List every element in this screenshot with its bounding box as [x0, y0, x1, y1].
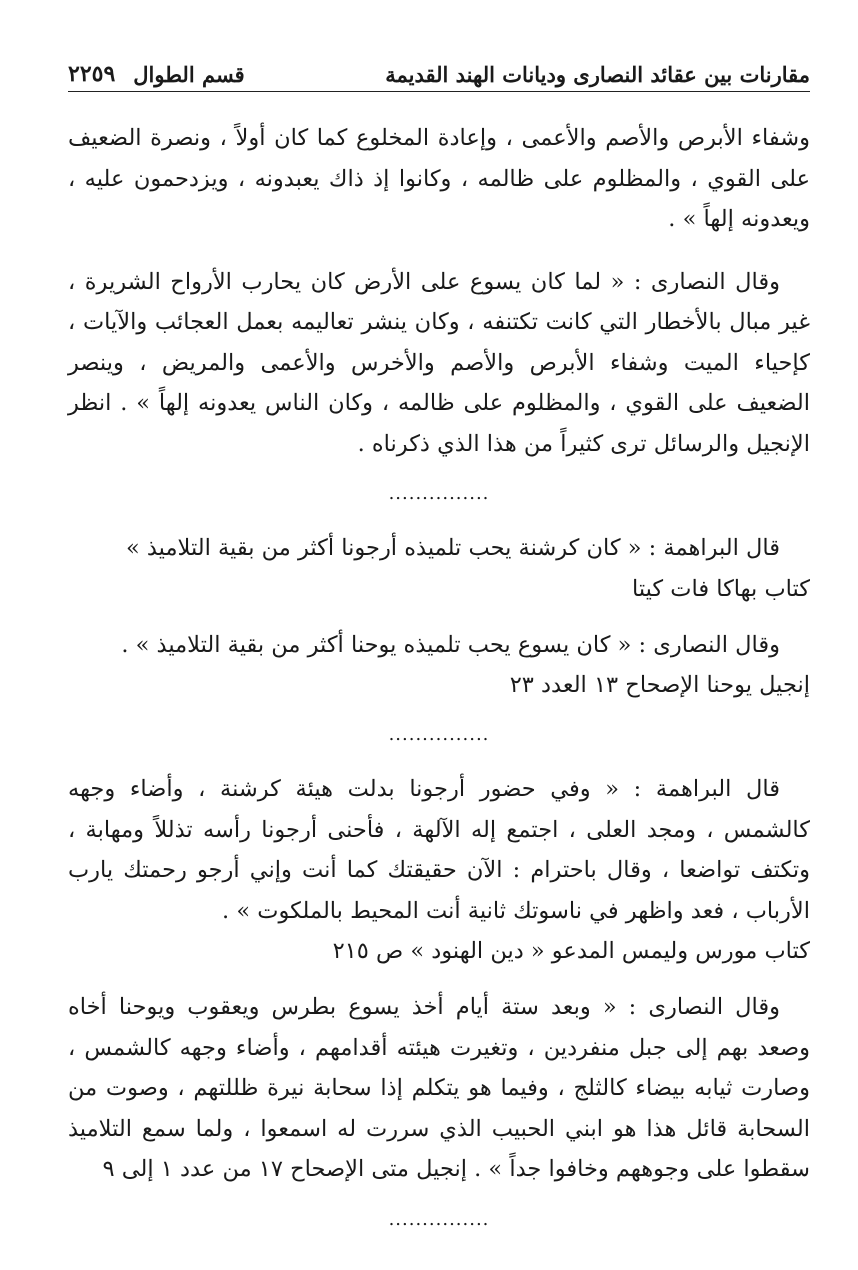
paragraph-6: وقال النصارى : « وبعد ستة أيام أخذ يسوع بطرس ويعقوب ويوحنا أخاه وصعد بهم إلى جبل منفردين ، وتغيرت هيئته أقدامهم ، وأضاء وجهه كالشمس ، وصارت ثيابه بيضاء كالثلج ، وفيما هو يتكلم إذا سحابة نيرة ظللتهم ، وصوت من السحابة قائل هذا هو ابني الحبيب الذي سررت له اسمعوا ، ولما سمع التلاميذ سقطوا على وجوههم وخافوا جداً » . إنجيل متى الإصحاح ١٧ من عدد ١ إلى ٩: [68, 994, 810, 1182]
section-separator-3: ...............: [388, 1208, 490, 1230]
reference-3: كتاب بهاكا فات كيتا: [632, 575, 810, 602]
paragraph-1: وشفاء الأبرص والأصم والأعمى ، وإعادة المخلوع كما كان أولاً ، ونصرة الضعيف على القوي ، والمظلوم على ظالمه ، وكانوا إذ ذاك يعبدونه ، ويزدحمون عليه ، ويعدونه إلهاً » .: [68, 125, 810, 232]
paragraph-3: قال البراهمة : « كان كرشنة يحب تلميذه أرجونا أكثر من بقية التلاميذ »: [125, 535, 780, 561]
running-header: [68, 52, 810, 92]
paragraph-2: وقال النصارى : « لما كان يسوع على الأرض كان يحارب الأرواح الشريرة ، غير مبال بالأخطار التي كانت تكتنفه ، وكان ينشر تعاليمه بعمل العجائب والآيات ، كإحياء الميت وشفاء الأبرص والأصم والأخرس والأعمى والمريض ، وينصر الضعيف على القوي ، والمظلوم على ظالمه ، وكان الناس يعدونه إلهاً » . انظر الإنجيل والرسائل ترى كثيراً من هذا الذي ذكرناه .: [68, 268, 810, 457]
section-separator-2: ...............: [388, 724, 490, 745]
reference-5: كتاب مورس وليمس المدعو « دين الهنود » ص ٢١٥: [332, 938, 810, 964]
page-number: ٢٢٥٩: [68, 61, 116, 87]
reference-4: إنجيل يوحنا الإصحاح ١٣ العدد ٢٣: [509, 672, 810, 698]
header-title: مقارنات بين عقائد النصارى وديانات الهند القديمة: [385, 62, 810, 87]
header-section: قسم الطوال: [133, 62, 245, 87]
paragraph-4: وقال النصارى : « كان يسوع يحب تلميذه يوحنا أكثر من بقية التلاميذ » .: [121, 631, 780, 658]
paragraph-5: قال البراهمة : « وفي حضور أرجونا بدلت هيئة كرشنة ، وأضاء وجهه كالشمس ، ومجد العلى ، اجتمع إله الآلهة ، فأحنى أرجونا رأسه تذللاً ومهابة ، وتكتف تواضعا ، وقال باحترام : الآن حقيقتك كما أنت وإني أرجو رحمتك يارب الأرباب ، فعد واظهر في ناسوتك ثانية أنت المحيط بالملكوت » .: [68, 776, 810, 924]
section-separator-1: ...............: [388, 483, 490, 504]
body-text: [68, 118, 810, 1254]
header-left-group: [68, 61, 245, 87]
